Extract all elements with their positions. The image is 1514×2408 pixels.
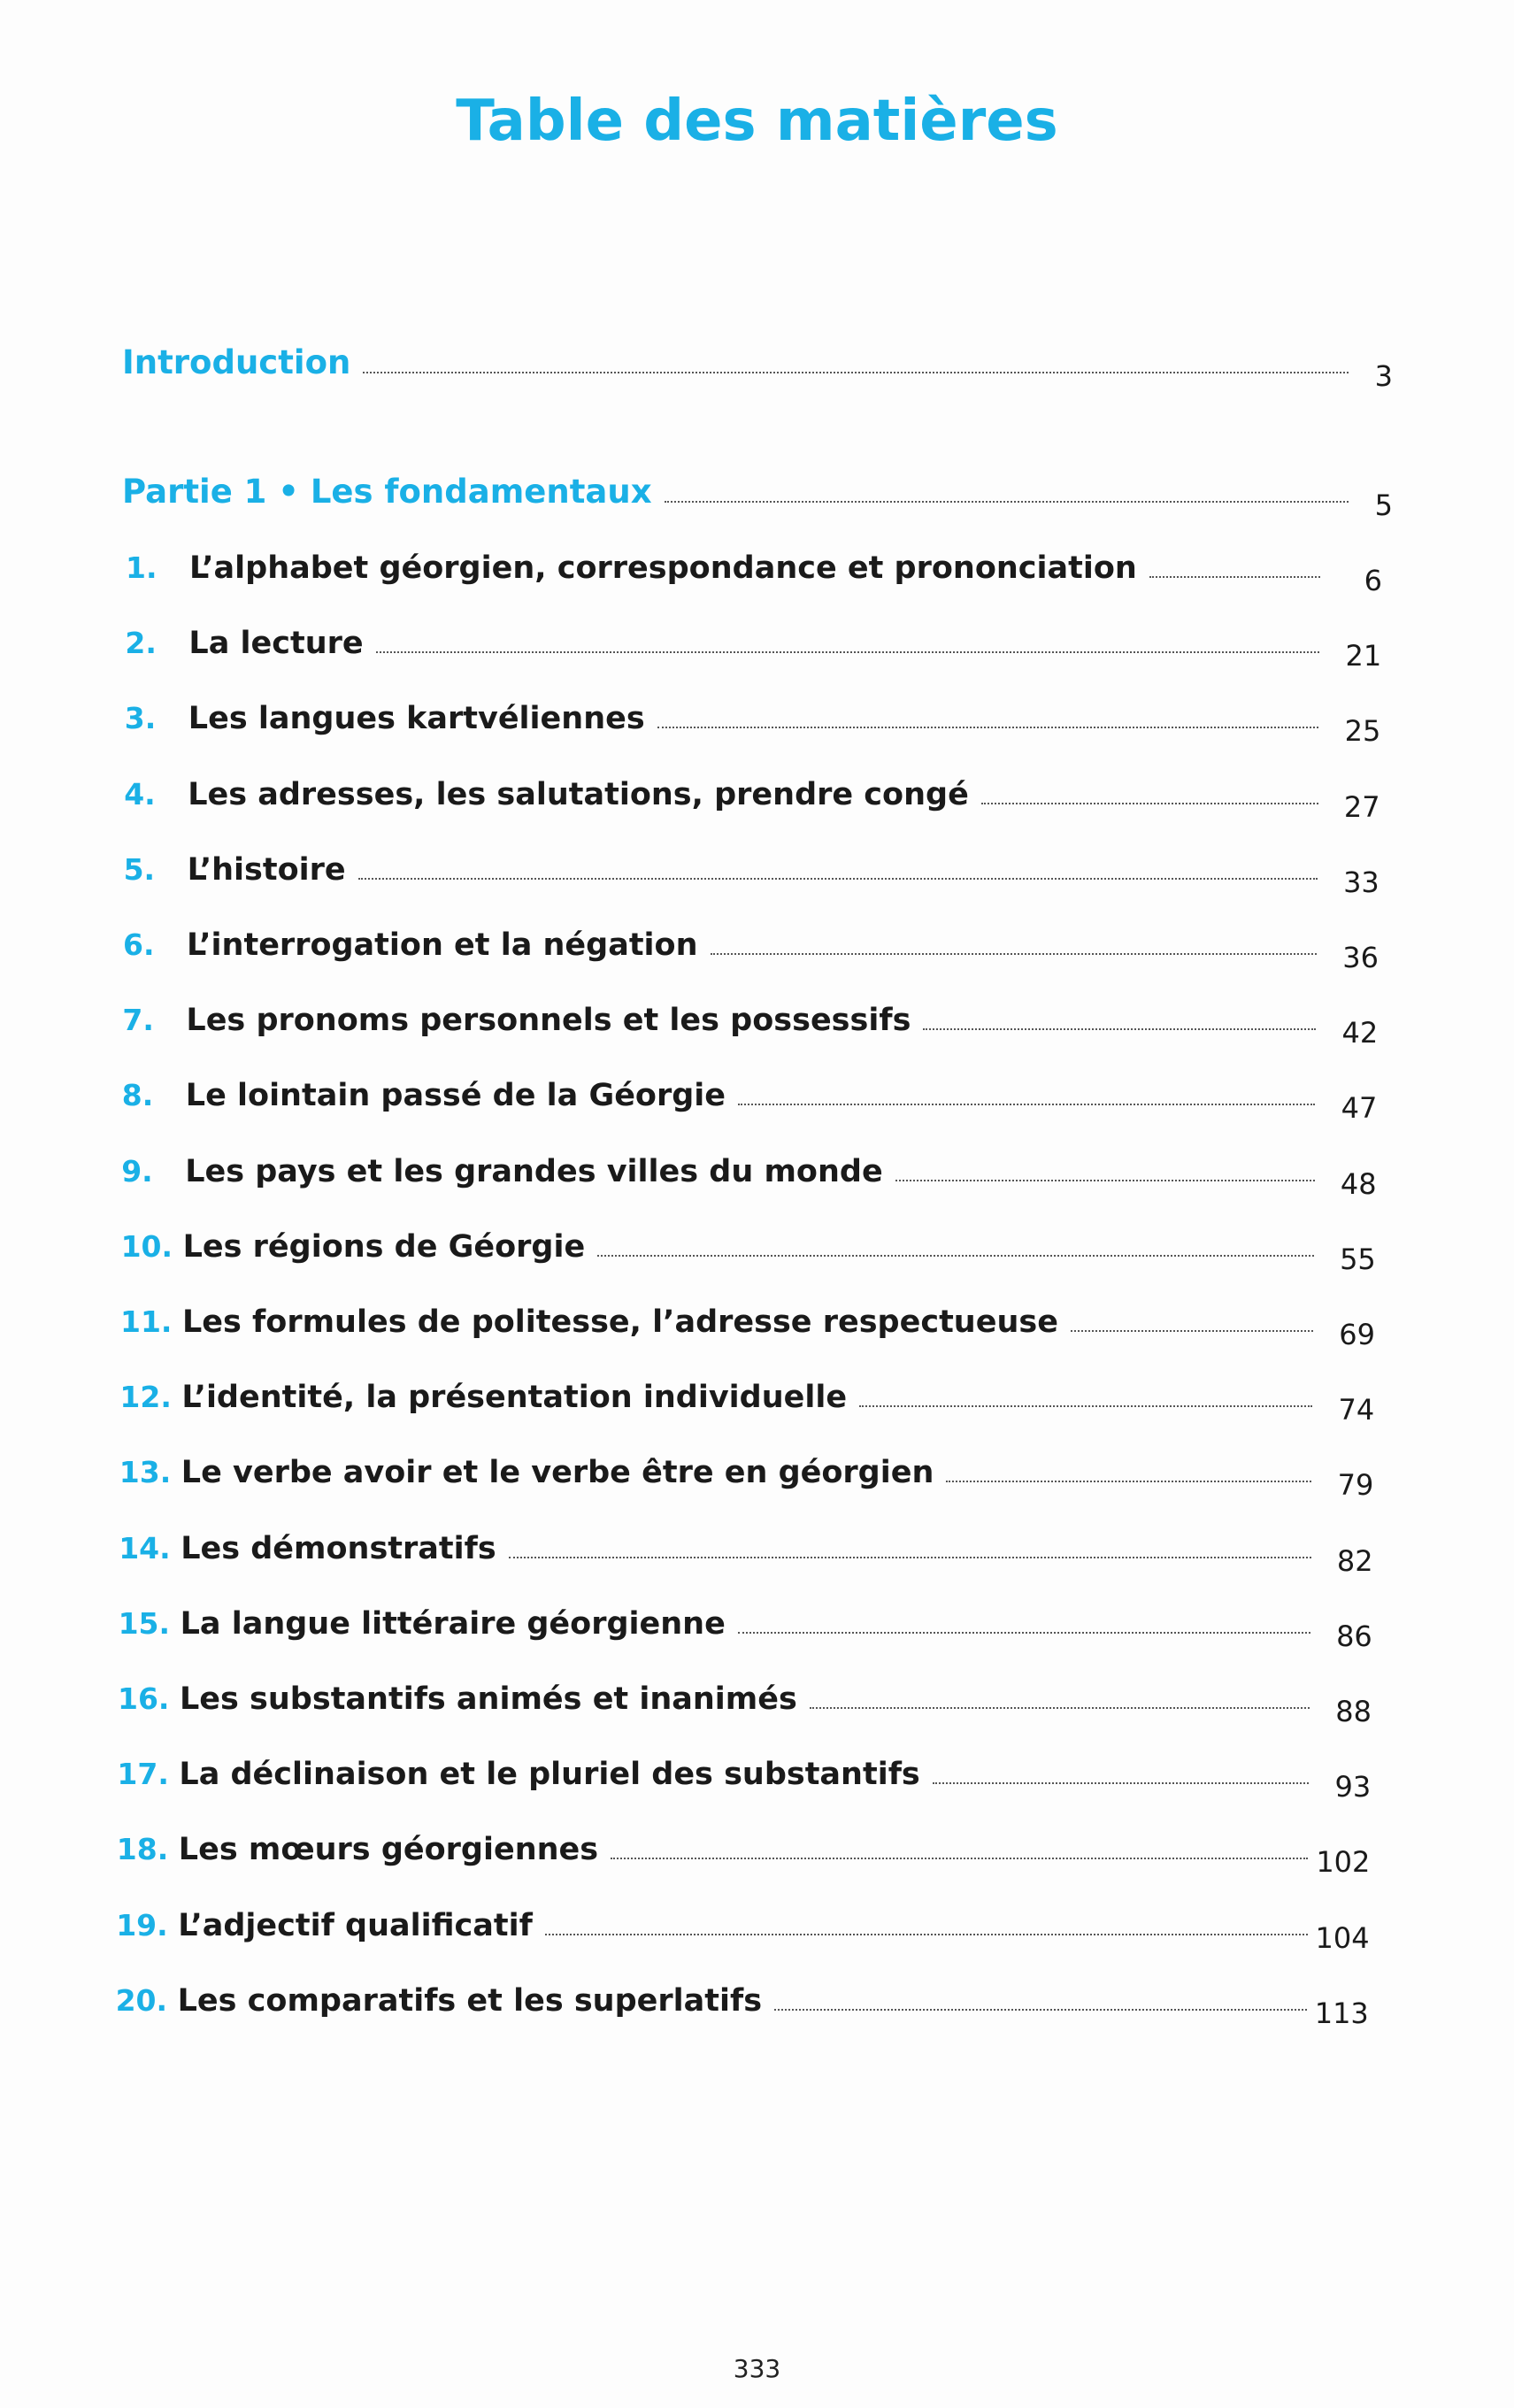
chapter-page: 36 <box>1342 941 1379 974</box>
dot-leader <box>657 727 1319 728</box>
chapter-page: 42 <box>1341 1016 1379 1050</box>
chapter-page: 74 <box>1338 1393 1375 1427</box>
toc-chapter-row <box>123 927 1379 977</box>
dot-leader <box>981 803 1318 804</box>
chapter-number: 8. <box>121 1078 154 1113</box>
chapter-number: 20. <box>115 1982 168 2018</box>
toc-chapter-row <box>121 1154 1376 1204</box>
chapter-title: Les mœurs géorgiennes <box>178 1832 599 1868</box>
toc-chapter-row <box>117 1757 1371 1806</box>
toc-chapter-row <box>117 1832 1371 1881</box>
chapter-page: 102 <box>1316 1845 1371 1880</box>
dot-leader <box>545 1934 1308 1935</box>
chapter-page: 27 <box>1343 789 1380 824</box>
toc-chapter-row <box>119 1531 1372 1581</box>
toc-chapter-row <box>125 626 1381 675</box>
chapter-title: Les comparatifs et les superlatifs <box>177 1982 763 2019</box>
chapter-title: Le verbe avoir et le verbe être en géorgien <box>181 1455 934 1491</box>
chapter-page: 88 <box>1335 1695 1372 1728</box>
chapter-number: 7. <box>122 1003 154 1038</box>
chapter-page: 25 <box>1344 714 1381 749</box>
chapter-number: 16. <box>118 1681 170 1716</box>
chapter-number: 5. <box>123 851 156 887</box>
toc-chapter-row <box>122 1078 1378 1127</box>
toc-chapter-row <box>119 1380 1374 1429</box>
toc-introduction <box>122 343 1393 393</box>
dot-leader <box>665 501 1349 503</box>
chapter-page: 104 <box>1315 1920 1370 1955</box>
chapter-number: 19. <box>116 1907 168 1943</box>
chapter-page: 79 <box>1337 1468 1374 1503</box>
chapter-number: 6. <box>123 927 155 962</box>
chapter-page: 55 <box>1340 1242 1376 1276</box>
chapter-page: 113 <box>1314 1996 1369 2030</box>
chapter-title: Les démonstratifs <box>181 1530 496 1566</box>
dot-leader <box>376 651 1320 653</box>
dot-leader <box>774 2009 1307 2011</box>
chapter-title: La lecture <box>188 626 364 662</box>
chapter-title: Les pays et les grandes villes du monde <box>185 1153 883 1189</box>
chapter-page: 82 <box>1336 1543 1373 1578</box>
dot-leader <box>933 1782 1309 1784</box>
chapter-number: 10. <box>120 1228 173 1264</box>
chapter-title: L’identité, la présentation individuelle <box>181 1380 848 1416</box>
chapter-number: 4. <box>124 776 156 812</box>
toc-part-1 <box>122 473 1393 522</box>
chapter-title: Les adresses, les salutations, prendre congé <box>188 776 969 812</box>
chapter-page: 33 <box>1343 865 1380 899</box>
toc-chapter-row <box>116 1983 1369 2033</box>
chapter-title: Les pronoms personnels et les possessifs <box>186 1003 911 1039</box>
chapter-number: 14. <box>119 1530 171 1566</box>
chapter-number: 13. <box>119 1455 172 1490</box>
chapter-page: 48 <box>1340 1166 1377 1201</box>
chapter-title: Les formules de politesse, l’adresse respectueuse <box>182 1304 1058 1340</box>
chapter-title: Les régions de Géorgie <box>182 1228 586 1265</box>
dot-leader <box>363 372 1349 373</box>
chapter-title: L’histoire <box>187 851 346 888</box>
toc-chapter-row <box>126 550 1382 600</box>
dot-leader <box>711 953 1317 955</box>
chapter-number: 2. <box>125 626 157 661</box>
page-number: 333 <box>733 2354 781 2383</box>
dot-leader <box>509 1557 1311 1558</box>
chapter-page: 6 <box>1364 564 1382 597</box>
chapter-page: 93 <box>1334 1770 1372 1804</box>
dot-leader <box>738 1632 1310 1634</box>
chapter-title: L’interrogation et la négation <box>187 927 698 963</box>
chapter-title: La langue littéraire géorgienne <box>180 1605 726 1642</box>
toc-chapter-row <box>116 1908 1369 1958</box>
chapter-page: 69 <box>1339 1318 1375 1351</box>
toc-chapter-row <box>119 1455 1374 1504</box>
dot-leader <box>1149 576 1320 578</box>
chapter-number: 18. <box>116 1832 169 1867</box>
chapter-title: L’adjectif qualificatif <box>178 1907 533 1943</box>
dot-leader <box>738 1104 1315 1105</box>
chapter-number: 12. <box>119 1380 172 1415</box>
dot-leader <box>1071 1330 1313 1332</box>
chapter-number: 9. <box>121 1153 153 1189</box>
chapter-page: 47 <box>1341 1091 1378 1126</box>
dot-leader <box>923 1028 1316 1030</box>
dot-leader <box>946 1481 1311 1482</box>
toc-page: 5 <box>1374 489 1393 522</box>
chapter-title: Le lointain passé de la Géorgie <box>185 1078 726 1114</box>
dot-leader <box>859 1405 1312 1407</box>
toc-label: Introduction <box>122 343 351 381</box>
chapter-title: Les langues kartvéliennes <box>188 701 645 737</box>
chapter-number: 11. <box>120 1304 173 1339</box>
dot-leader <box>597 1255 1314 1257</box>
toc-chapter-row <box>119 1606 1372 1656</box>
toc-chapter-row <box>122 1003 1378 1052</box>
toc-chapter-row <box>124 852 1380 902</box>
chapter-number: 15. <box>118 1605 171 1641</box>
toc-chapter-row <box>124 777 1380 827</box>
dot-leader <box>611 1858 1308 1859</box>
chapter-title: La déclinaison et le pluriel des substantifs <box>179 1757 920 1793</box>
chapter-page: 21 <box>1345 639 1382 673</box>
toc-chapter-row <box>125 701 1381 750</box>
chapter-title: Les substantifs animés et inanimés <box>180 1681 797 1717</box>
toc-chapter-row <box>120 1304 1375 1354</box>
toc-label: Partie 1 • Les fondamentaux <box>122 473 652 511</box>
chapter-page: 86 <box>1336 1619 1372 1653</box>
page-title: Table des matières <box>456 88 1058 154</box>
dot-leader <box>358 878 1318 880</box>
chapter-number: 1. <box>126 550 158 585</box>
toc-page: 3 <box>1374 359 1393 393</box>
dot-leader <box>895 1180 1315 1181</box>
chapter-number: 3. <box>124 701 157 736</box>
chapter-title: L’alphabet géorgien, correspondance et prononciation <box>189 550 1137 586</box>
dot-leader <box>810 1707 1310 1709</box>
chapter-number: 17. <box>117 1757 169 1792</box>
toc-chapter-row <box>118 1681 1372 1731</box>
toc-chapter-row <box>121 1229 1376 1279</box>
